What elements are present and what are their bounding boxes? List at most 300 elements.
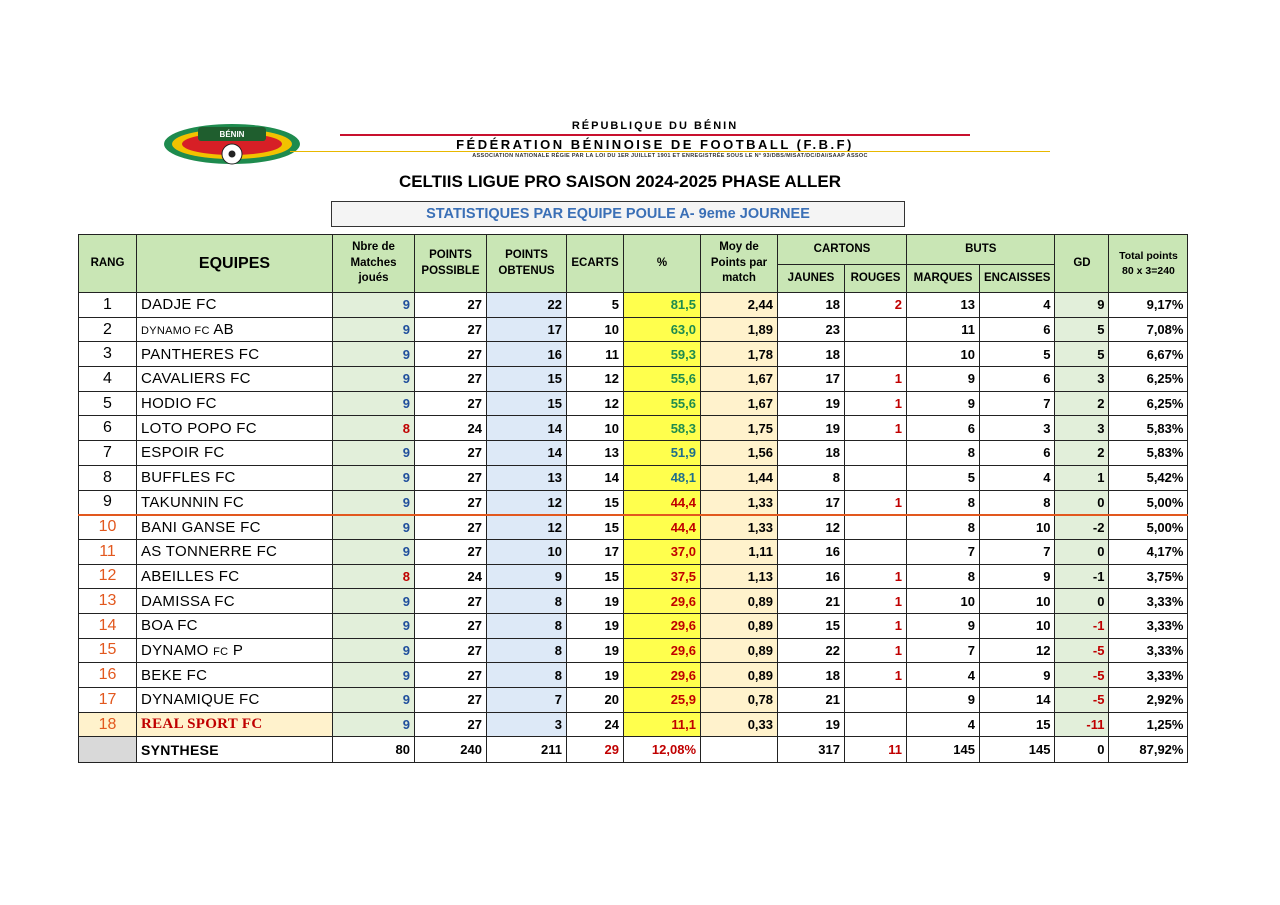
table-row [79, 688, 1188, 713]
moy-cell: 1,78 [701, 342, 778, 367]
matches-cell: 9 [333, 391, 415, 416]
standings-table [78, 234, 1188, 763]
table-row [79, 589, 1188, 614]
team-cell: REAL SPORT FC [137, 712, 333, 737]
synthese-row [79, 737, 1188, 763]
table-row [79, 367, 1188, 392]
jaunes-cell: 17 [778, 367, 845, 392]
gd-cell: 3 [1055, 367, 1109, 392]
gd-cell: 2 [1055, 441, 1109, 466]
pp-cell: 27 [415, 367, 487, 392]
moy-cell [701, 737, 778, 763]
table-row [79, 465, 1188, 490]
rank-cell: 11 [79, 539, 137, 564]
po-cell: 10 [487, 539, 567, 564]
rouges-cell: 1 [845, 490, 907, 515]
encaisses-cell: 3 [980, 416, 1055, 441]
rank-cell-empty [79, 737, 137, 763]
moy-cell: 0,89 [701, 613, 778, 638]
jaunes-cell: 21 [778, 589, 845, 614]
pp-cell: 27 [415, 441, 487, 466]
matches-cell: 9 [333, 663, 415, 688]
marques-cell: 7 [907, 638, 980, 663]
encaisses-cell: 8 [980, 490, 1055, 515]
col-points-obtenus: POINTS OBTENUS [487, 235, 567, 293]
team-cell: BANI GANSE FC [137, 515, 333, 540]
total-cell: 1,25% [1109, 712, 1188, 737]
encaisses-cell: 6 [980, 367, 1055, 392]
pp-cell: 240 [415, 737, 487, 763]
fbf-header [160, 118, 1060, 170]
moy-cell: 1,13 [701, 564, 778, 589]
po-cell: 14 [487, 441, 567, 466]
total-cell: 5,00% [1109, 515, 1188, 540]
jaunes-cell: 15 [778, 613, 845, 638]
col-marques: MARQUES [907, 265, 980, 293]
jaunes-cell: 12 [778, 515, 845, 540]
rank-cell: 9 [79, 490, 137, 515]
moy-cell: 1,67 [701, 367, 778, 392]
table-row [79, 342, 1188, 367]
gd-cell: -11 [1055, 712, 1109, 737]
team-cell: BUFFLES FC [137, 465, 333, 490]
jaunes-cell: 22 [778, 638, 845, 663]
rouges-cell [845, 465, 907, 490]
col-pct: % [624, 235, 701, 293]
gd-cell: 2 [1055, 391, 1109, 416]
encaisses-cell: 10 [980, 515, 1055, 540]
jaunes-cell: 18 [778, 342, 845, 367]
matches-cell: 9 [333, 613, 415, 638]
total-cell: 6,25% [1109, 391, 1188, 416]
encaisses-cell: 10 [980, 613, 1055, 638]
marques-cell: 8 [907, 564, 980, 589]
ecart-cell: 15 [567, 490, 624, 515]
po-cell: 16 [487, 342, 567, 367]
rouges-cell: 1 [845, 589, 907, 614]
pp-cell: 27 [415, 688, 487, 713]
jaunes-cell: 19 [778, 391, 845, 416]
team-name-small: FC [213, 645, 229, 658]
pp-cell: 27 [415, 589, 487, 614]
table-row [79, 539, 1188, 564]
po-cell: 12 [487, 515, 567, 540]
jaunes-cell: 16 [778, 564, 845, 589]
pct-cell: 63,0 [624, 317, 701, 342]
marques-cell: 13 [907, 293, 980, 318]
col-cartons: CARTONS [778, 235, 907, 265]
ecart-cell: 13 [567, 441, 624, 466]
total-cell: 5,42% [1109, 465, 1188, 490]
team-cell [137, 638, 333, 663]
moy-cell: 2,44 [701, 293, 778, 318]
marques-cell: 9 [907, 367, 980, 392]
pp-cell: 27 [415, 539, 487, 564]
pp-cell: 27 [415, 342, 487, 367]
encaisses-cell: 9 [980, 663, 1055, 688]
rouges-cell [845, 515, 907, 540]
col-encaisses: ENCAISSES [980, 265, 1055, 293]
pct-cell: 58,3 [624, 416, 701, 441]
pp-cell: 27 [415, 293, 487, 318]
gd-cell: -2 [1055, 515, 1109, 540]
moy-cell: 1,33 [701, 490, 778, 515]
encaisses-cell: 6 [980, 441, 1055, 466]
gd-cell: 3 [1055, 416, 1109, 441]
marques-cell: 145 [907, 737, 980, 763]
moy-cell: 1,67 [701, 391, 778, 416]
po-cell: 3 [487, 712, 567, 737]
rouges-cell [845, 539, 907, 564]
encaisses-cell: 7 [980, 391, 1055, 416]
rank-cell: 6 [79, 416, 137, 441]
team-name-small: DYNAMO FC [141, 325, 210, 338]
ecart-cell: 19 [567, 663, 624, 688]
matches-cell: 9 [333, 490, 415, 515]
svg-text:BÉNIN: BÉNIN [219, 130, 245, 139]
marques-cell: 7 [907, 539, 980, 564]
ecart-cell: 15 [567, 515, 624, 540]
gd-cell: 0 [1055, 539, 1109, 564]
gd-cell: -5 [1055, 638, 1109, 663]
gd-cell: -5 [1055, 688, 1109, 713]
matches-cell: 8 [333, 416, 415, 441]
matches-cell: 9 [333, 342, 415, 367]
encaisses-cell: 14 [980, 688, 1055, 713]
rank-cell: 10 [79, 515, 137, 540]
jaunes-cell: 19 [778, 416, 845, 441]
encaisses-cell: 9 [980, 564, 1055, 589]
matches-cell: 9 [333, 688, 415, 713]
total-cell: 7,08% [1109, 317, 1188, 342]
rouges-cell: 1 [845, 367, 907, 392]
pct-cell: 25,9 [624, 688, 701, 713]
gd-cell: 9 [1055, 293, 1109, 318]
gd-cell: 1 [1055, 465, 1109, 490]
matches-cell: 9 [333, 367, 415, 392]
moy-cell: 0,78 [701, 688, 778, 713]
total-cell: 3,75% [1109, 564, 1188, 589]
moy-cell: 1,33 [701, 515, 778, 540]
matches-cell: 80 [333, 737, 415, 763]
rouges-cell [845, 688, 907, 713]
ecart-cell: 5 [567, 293, 624, 318]
marques-cell: 9 [907, 613, 980, 638]
pct-cell: 29,6 [624, 663, 701, 688]
team-cell: DYNAMIQUE FC [137, 688, 333, 713]
col-ecarts: ECARTS [567, 235, 624, 293]
rank-cell: 14 [79, 613, 137, 638]
rank-cell: 17 [79, 688, 137, 713]
page-subtitle: STATISTIQUES PAR EQUIPE POULE A- 9eme JOURNEE [331, 201, 905, 227]
pct-cell: 29,6 [624, 638, 701, 663]
team-cell: BOA FC [137, 613, 333, 638]
team-cell: HODIO FC [137, 391, 333, 416]
matches-cell: 9 [333, 539, 415, 564]
jaunes-cell: 23 [778, 317, 845, 342]
rank-cell: 15 [79, 638, 137, 663]
jaunes-cell: 16 [778, 539, 845, 564]
rouges-cell: 1 [845, 638, 907, 663]
pp-cell: 27 [415, 613, 487, 638]
pp-cell: 27 [415, 515, 487, 540]
team-cell: PANTHERES FC [137, 342, 333, 367]
rank-cell: 8 [79, 465, 137, 490]
pp-cell: 24 [415, 564, 487, 589]
marques-cell: 6 [907, 416, 980, 441]
pct-cell: 29,6 [624, 613, 701, 638]
table-row [79, 391, 1188, 416]
po-cell: 17 [487, 317, 567, 342]
total-cell: 3,33% [1109, 613, 1188, 638]
rouges-cell: 1 [845, 613, 907, 638]
ecart-cell: 19 [567, 613, 624, 638]
ecart-cell: 20 [567, 688, 624, 713]
jaunes-cell: 18 [778, 663, 845, 688]
po-cell: 13 [487, 465, 567, 490]
rank-cell: 4 [79, 367, 137, 392]
pp-cell: 27 [415, 712, 487, 737]
association-label: ASSOCIATION NATIONALE RÉGIE PAR LA LOI DU 1ER JUILLET 1901 ET ENREGISTRÉE SOUS LE N° 93/DBS/MISAT/DC/DAI/SAAP ASSOC [290, 151, 1050, 159]
pct-cell: 11,1 [624, 712, 701, 737]
page-title: CELTIIS LIGUE PRO SAISON 2024-2025 PHASE ALLER [398, 172, 842, 191]
pct-cell: 55,6 [624, 391, 701, 416]
col-moy: Moy de Points par match [701, 235, 778, 293]
federation-label: FÉDÉRATION BÉNINOISE DE FOOTBALL (F.B.F) [340, 134, 970, 152]
rouges-cell [845, 441, 907, 466]
pct-cell: 29,6 [624, 589, 701, 614]
team-cell: LOTO POPO FC [137, 416, 333, 441]
total-cell: 2,92% [1109, 688, 1188, 713]
jaunes-cell: 18 [778, 293, 845, 318]
marques-cell: 4 [907, 712, 980, 737]
po-cell: 7 [487, 688, 567, 713]
marques-cell: 10 [907, 342, 980, 367]
jaunes-cell: 19 [778, 712, 845, 737]
encaisses-cell: 12 [980, 638, 1055, 663]
table-row [79, 515, 1188, 540]
pct-cell: 55,6 [624, 367, 701, 392]
gd-cell: 5 [1055, 342, 1109, 367]
encaisses-cell: 7 [980, 539, 1055, 564]
moy-cell: 0,89 [701, 638, 778, 663]
pct-cell: 44,4 [624, 490, 701, 515]
po-cell: 8 [487, 663, 567, 688]
rank-cell: 1 [79, 293, 137, 318]
rank-cell: 2 [79, 317, 137, 342]
ecart-cell: 29 [567, 737, 624, 763]
col-rang: RANG [79, 235, 137, 293]
moy-cell: 0,89 [701, 663, 778, 688]
rank-cell: 3 [79, 342, 137, 367]
table-row [79, 712, 1188, 737]
team-cell: CAVALIERS FC [137, 367, 333, 392]
rank-cell: 7 [79, 441, 137, 466]
moy-cell: 1,56 [701, 441, 778, 466]
matches-cell: 9 [333, 589, 415, 614]
gd-cell: 0 [1055, 737, 1109, 763]
ecart-cell: 10 [567, 416, 624, 441]
matches-cell: 9 [333, 712, 415, 737]
team-cell: AS TONNERRE FC [137, 539, 333, 564]
moy-cell: 1,89 [701, 317, 778, 342]
gd-cell: 0 [1055, 589, 1109, 614]
team-name-suffix: AB [209, 321, 234, 339]
rouges-cell [845, 317, 907, 342]
encaisses-cell: 145 [980, 737, 1055, 763]
col-equipes: EQUIPES [137, 235, 333, 293]
team-cell: DADJE FC [137, 293, 333, 318]
total-cell: 6,67% [1109, 342, 1188, 367]
encaisses-cell: 6 [980, 317, 1055, 342]
moy-cell: 1,75 [701, 416, 778, 441]
po-cell: 14 [487, 416, 567, 441]
total-cell: 9,17% [1109, 293, 1188, 318]
jaunes-cell: 317 [778, 737, 845, 763]
pct-cell: 37,5 [624, 564, 701, 589]
marques-cell: 5 [907, 465, 980, 490]
moy-cell: 1,44 [701, 465, 778, 490]
table-row [79, 663, 1188, 688]
rouges-cell: 1 [845, 663, 907, 688]
jaunes-cell: 8 [778, 465, 845, 490]
team-name-suffix: P [228, 641, 244, 659]
pct-cell: 59,3 [624, 342, 701, 367]
ecart-cell: 19 [567, 589, 624, 614]
encaisses-cell: 5 [980, 342, 1055, 367]
pct-cell: 51,9 [624, 441, 701, 466]
pp-cell: 27 [415, 663, 487, 688]
fbf-logo-icon [160, 122, 302, 166]
gd-cell: -5 [1055, 663, 1109, 688]
table-row [79, 293, 1188, 318]
pp-cell: 24 [415, 416, 487, 441]
po-cell: 12 [487, 490, 567, 515]
ecart-cell: 12 [567, 391, 624, 416]
jaunes-cell: 17 [778, 490, 845, 515]
table-row [79, 416, 1188, 441]
gd-cell: -1 [1055, 564, 1109, 589]
total-cell: 87,92% [1109, 737, 1188, 763]
pp-cell: 27 [415, 638, 487, 663]
synthese-label: SYNTHESE [137, 737, 333, 763]
rouges-cell [845, 712, 907, 737]
pct-cell: 48,1 [624, 465, 701, 490]
team-cell [137, 317, 333, 342]
moy-cell: 0,33 [701, 712, 778, 737]
pp-cell: 27 [415, 391, 487, 416]
total-cell: 5,00% [1109, 490, 1188, 515]
table-row [79, 490, 1188, 515]
rouges-cell: 1 [845, 391, 907, 416]
jaunes-cell: 18 [778, 441, 845, 466]
total-cell: 5,83% [1109, 441, 1188, 466]
rouges-cell: 1 [845, 564, 907, 589]
marques-cell: 9 [907, 391, 980, 416]
rouges-cell: 2 [845, 293, 907, 318]
team-cell: TAKUNNIN FC [137, 490, 333, 515]
encaisses-cell: 4 [980, 465, 1055, 490]
col-points-possible: POINTS POSSIBLE [415, 235, 487, 293]
rank-cell: 16 [79, 663, 137, 688]
team-cell: DAMISSA FC [137, 589, 333, 614]
encaisses-cell: 10 [980, 589, 1055, 614]
table-row [79, 317, 1188, 342]
po-cell: 15 [487, 391, 567, 416]
matches-cell: 9 [333, 465, 415, 490]
po-cell: 8 [487, 613, 567, 638]
rouges-cell [845, 342, 907, 367]
team-cell: ESPOIR FC [137, 441, 333, 466]
pct-cell: 81,5 [624, 293, 701, 318]
gd-cell: 5 [1055, 317, 1109, 342]
total-cell: 6,25% [1109, 367, 1188, 392]
col-rouges: ROUGES [845, 265, 907, 293]
rank-cell: 12 [79, 564, 137, 589]
ecart-cell: 12 [567, 367, 624, 392]
team-cell: BEKE FC [137, 663, 333, 688]
encaisses-cell: 4 [980, 293, 1055, 318]
total-cell: 4,17% [1109, 539, 1188, 564]
rank-cell: 5 [79, 391, 137, 416]
marques-cell: 10 [907, 589, 980, 614]
matches-cell: 9 [333, 441, 415, 466]
marques-cell: 11 [907, 317, 980, 342]
pct-cell: 12,08% [624, 737, 701, 763]
pp-cell: 27 [415, 465, 487, 490]
col-gd: GD [1055, 235, 1109, 293]
po-cell: 211 [487, 737, 567, 763]
pp-cell: 27 [415, 490, 487, 515]
rank-cell: 13 [79, 589, 137, 614]
ecart-cell: 19 [567, 638, 624, 663]
total-cell: 3,33% [1109, 589, 1188, 614]
total-cell: 3,33% [1109, 638, 1188, 663]
team-cell: ABEILLES FC [137, 564, 333, 589]
total-cell: 5,83% [1109, 416, 1188, 441]
total-cell: 3,33% [1109, 663, 1188, 688]
marques-cell: 8 [907, 515, 980, 540]
moy-cell: 0,89 [701, 589, 778, 614]
matches-cell: 9 [333, 515, 415, 540]
matches-cell: 8 [333, 564, 415, 589]
pp-cell: 27 [415, 317, 487, 342]
po-cell: 15 [487, 367, 567, 392]
marques-cell: 8 [907, 441, 980, 466]
rouges-cell: 1 [845, 416, 907, 441]
table-row [79, 638, 1188, 663]
ecart-cell: 11 [567, 342, 624, 367]
table-row [79, 441, 1188, 466]
jaunes-cell: 21 [778, 688, 845, 713]
gd-cell: 0 [1055, 490, 1109, 515]
rank-cell: 18 [79, 712, 137, 737]
table-row [79, 564, 1188, 589]
ecart-cell: 17 [567, 539, 624, 564]
gd-cell: -1 [1055, 613, 1109, 638]
col-jaunes: JAUNES [778, 265, 845, 293]
ecart-cell: 24 [567, 712, 624, 737]
ecart-cell: 14 [567, 465, 624, 490]
po-cell: 9 [487, 564, 567, 589]
pct-cell: 37,0 [624, 539, 701, 564]
matches-cell: 9 [333, 317, 415, 342]
col-matches: Nbre de Matches joués [333, 235, 415, 293]
marques-cell: 4 [907, 663, 980, 688]
ecart-cell: 15 [567, 564, 624, 589]
col-buts: BUTS [907, 235, 1055, 265]
republic-label: RÉPUBLIQUE DU BÉNIN [571, 120, 739, 132]
